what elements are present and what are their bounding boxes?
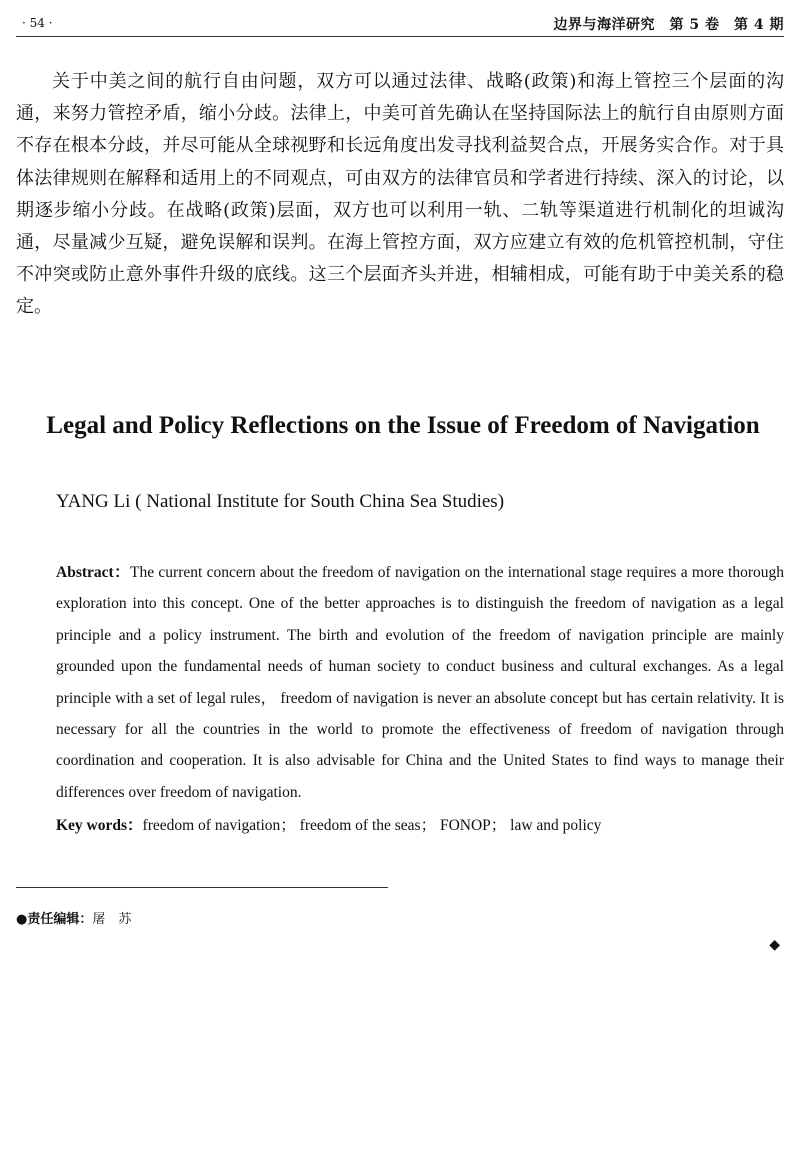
author-line: YANG Li ( National Institute for South China Sea Studies): [56, 491, 505, 512]
page-number: · 54 ·: [22, 16, 53, 30]
running-header: [16, 10, 784, 37]
chinese-paragraph: 关于中美之间的航行自由问题，双方可以通过法律、战略(政策)和海上管控三个层面的沟通，来努力管控矛盾，缩小分歧。法律上，中美可首先确认在坚持国际法上的航行自由原则方面不存在根本分歧，并尽可能从全球视野和长远角度出发寻找利益契合点，开展务实合作。对于具体法律规则在解释和适用上的不同观点，可由双方的法律官员和学者进行持续、深入的讨论，以期逐步缩小分歧。在战略(政策)层面，双方也可以利用一轨、二轨等渠道进行机制化的坦诚沟通，尽量减少互疑，避免误解和误判。在海上管控方面，双方应建立有效的危机管控机制，守住不冲突或防止意外事件升级的底线。这三个层面齐头并进，相辅相成，可能有助于中美关系的稳定。: [16, 71, 784, 318]
keywords-label: Key words：: [56, 817, 143, 834]
footnote-divider: [16, 887, 388, 888]
editor-note: [16, 908, 131, 927]
abstract-label: Abstract：: [56, 564, 131, 581]
english-title: Legal and Policy Reflections on the Issue of Freedom of Navigation: [46, 412, 760, 439]
editor-label: ●责任编辑：: [16, 912, 93, 927]
abstract: [56, 557, 784, 808]
end-mark-icon: ◆: [769, 937, 780, 953]
keywords: [56, 812, 784, 840]
keywords-text: freedom of navigation； freedom of the seas； FONOP； law and policy: [142, 817, 602, 834]
abstract-text: The current concern about the freedom of navigation on the international stage requires a more thorough exploration into this concept. One of the better approaches is to distinguish the freedom of navigation as a legal principle and a policy instrument. The birth and evolution of the freedom of navigation principle are mainly grounded upon the fundamental needs of human society to conduct business and cultural exchanges. As a legal principle with a set of legal rules， freedom of navigation is never an absolute concept but has certain relativity. It is necessary for all the countries in the world to promote the effectiveness of freedom of navigation through coordination and cooperation. It is also advisable for China and the United States to find ways to manage their differences over freedom of navigation.: [56, 564, 784, 801]
journal-title: 边界与海洋研究 第 5 卷 第 4 期: [553, 17, 784, 33]
editor-name: 屠 苏: [92, 912, 132, 927]
